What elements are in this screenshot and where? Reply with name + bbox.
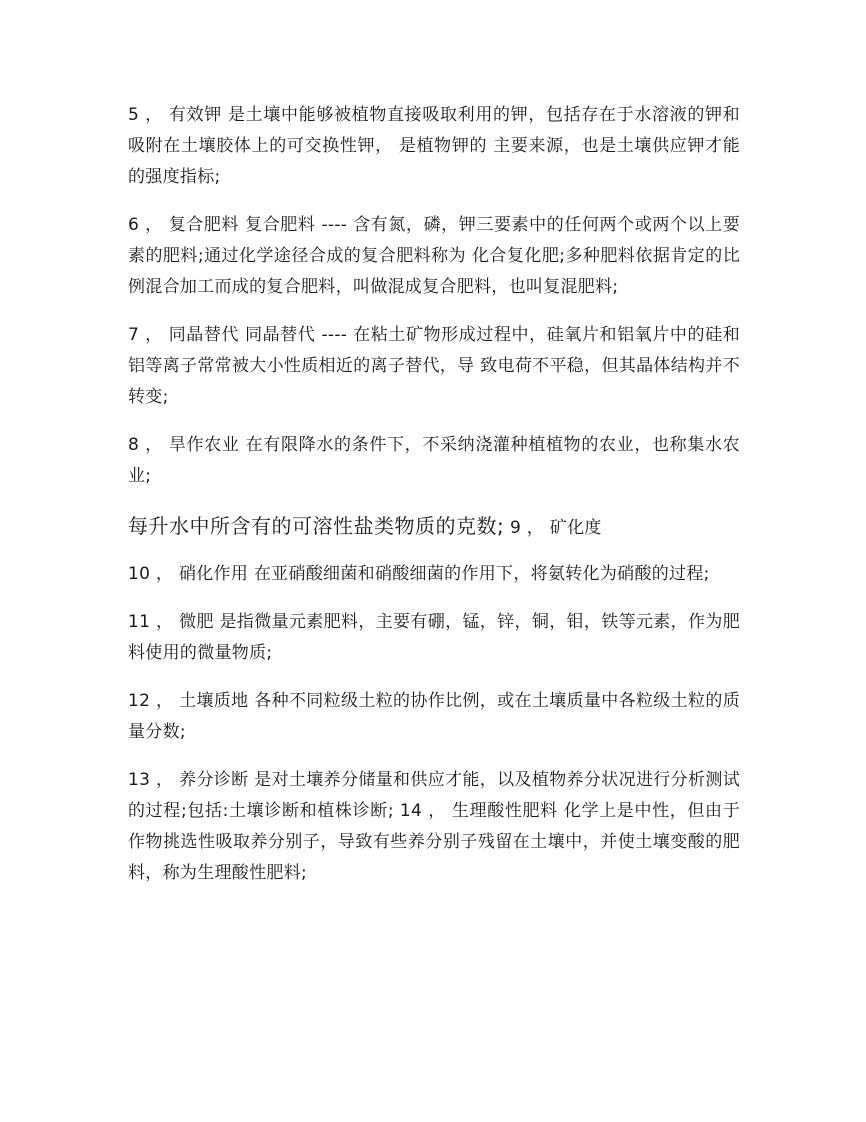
mineralization-term: 9 ， 矿化度 — [504, 518, 602, 538]
paragraph-11-micro-fertilizer: 11 ， 微肥 是指微量元素肥料，主要有硼，锰，锌，铜，钼，铁等元素，作为肥料使用的微量物质; — [128, 612, 740, 663]
paragraph-10-nitrification: 10 ， 硝化作用 在亚硝酸细菌和硝酸细菌的作用下，将氨转化为硝酸的过程; — [128, 564, 710, 584]
paragraph-8-dryland-farming: 8 ， 旱作农业 在有限降水的条件下，不采纳浇灌种植植物的农业，也称集水农业; — [128, 435, 740, 486]
paragraph-7-isomorphous-substitution: 7 ， 同晶替代 同晶替代 ---- 在粘土矿物形成过程中，硅氧片和铝氧片中的硅和铝等离子常常被大小性质相近的离子替代，导 致电荷不平稳，但其晶体结构并不转变; — [128, 325, 740, 407]
paragraph-13-14-nutrient-diagnosis: 13 ， 养分诊断 是对土壤养分储量和供应才能，以及植物养分状况进行分析测试的过程;包括:土壤诊断和植株诊断; 14 ， 生理酸性肥料 化学上是中性，但由于作物挑选性吸取养分别子，导致有些养分别子残留在土壤中，并使土壤变酸的肥 料，称为生理酸性肥料; — [128, 770, 740, 883]
mineralization-definition: 每升水中所含有的可溶性盐类物质的克数; — [128, 514, 505, 538]
document-body — [128, 100, 740, 906]
paragraph-9-mineralization — [128, 509, 740, 545]
paragraph-6-compound-fertilizer: 6 ， 复合肥料 复合肥料 ---- 含有氮，磷，钾三要素中的任何两个或两个以上要素的肥料;通过化学途径合成的复合肥料称为 化合复化肥;多种肥料依据肯定的比例混合加工而成的复合肥料，叫做混成复合肥料，也叫复混肥料; — [128, 215, 740, 297]
paragraph-5-effective-potassium: 5 ， 有效钾 是土壤中能够被植物直接吸取利用的钾，包括存在于水溶液的钾和吸附在土壤胶体上的可交换性钾， 是植物钾的 主要来源，也是土壤供应钾才能的强度指标; — [128, 105, 740, 187]
paragraph-12-soil-texture: 12 ， 土壤质地 各种不同粒级土粒的协作比例，或在土壤质量中各粒级土粒的质量分数; — [128, 691, 740, 742]
